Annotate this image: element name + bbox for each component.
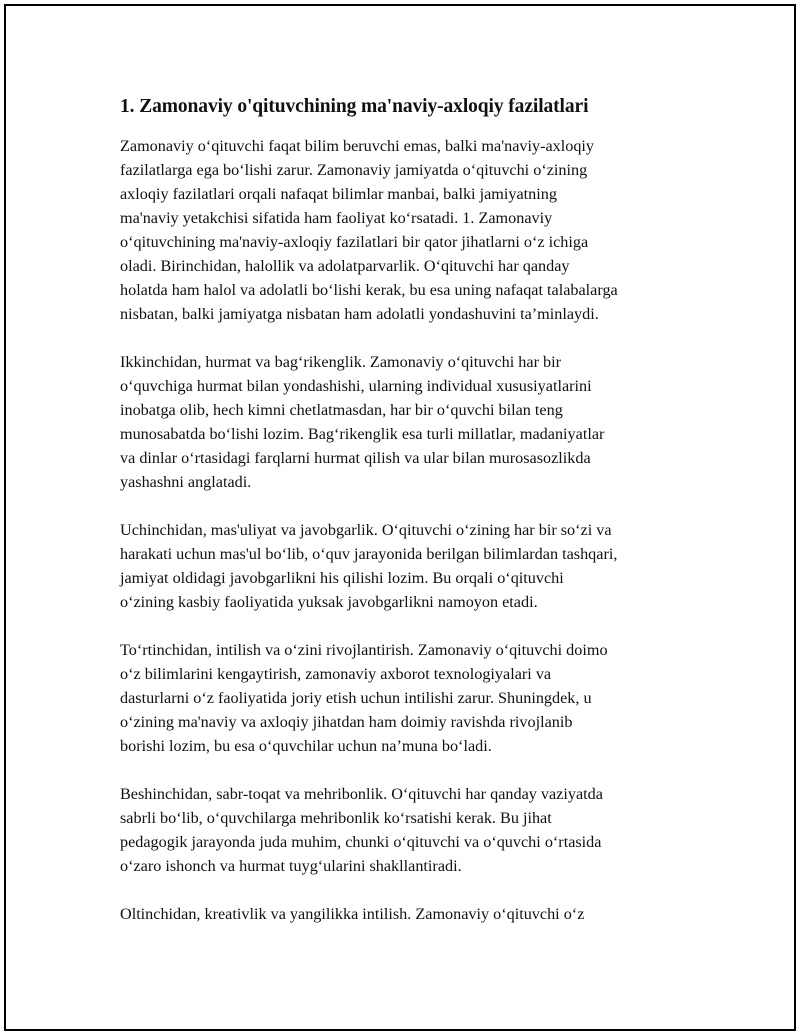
text-line: axloqiy fazilatlari orqali nafaqat bilimlar manbai, balki jamiyatning <box>120 185 557 203</box>
text-line: sabrli bo‘lib, o‘quvchilarga mehribonlik ko‘rsatishi kerak. Bu jihat <box>120 809 552 827</box>
text-line: dasturlarni o‘z faoliyatida joriy etish uchun intilishi zarur. Shuningdek, u <box>120 689 592 707</box>
text-line: borishi lozim, bu esa o‘quvchilar uchun na’muna bo‘ladi. <box>120 737 492 755</box>
text-line: inobatga olib, hech kimni chetlatmasdan, har bir o‘quvchi bilan teng <box>120 401 563 419</box>
text-line: harakati uchun mas'ul bo‘lib, o‘quv jarayonida berilgan bilimlardan tashqari, <box>120 545 618 563</box>
paragraph-introduction <box>120 134 710 326</box>
text-line: va dinlar o‘rtasidagi farqlarni hurmat qilish va ular bilan murosasozlikda <box>120 449 591 467</box>
text-line: jamiyat oldidagi javobgarlikni his qilishi lozim. Bu orqali o‘qituvchi <box>120 569 564 587</box>
text-line: ma'naviy yetakchisi sifatida ham faoliyat ko‘rsatadi. 1. Zamonaviy <box>120 209 553 227</box>
text-line: o‘zaro ishonch va hurmat tuyg‘ularini shakllantiradi. <box>120 857 462 875</box>
text-line: Zamonaviy o‘qituvchi faqat bilim beruvchi emas, balki ma'naviy-axloqiy <box>120 137 595 155</box>
text-line: To‘rtinchidan, intilish va o‘zini rivojlantirish. Zamonaviy o‘qituvchi doimo <box>120 641 608 659</box>
text-line: Beshinchidan, sabr-toqat va mehribonlik. O‘qituvchi har qanday vaziyatda <box>120 785 603 803</box>
text-line: Oltinchidan, kreativlik va yangilikka intilish. Zamonaviy o‘qituvchi o‘z <box>120 905 585 923</box>
section-heading: 1. Zamonaviy o'qituvchining ma'naviy-axloqiy fazilatlari <box>120 96 589 117</box>
text-line: o‘qituvchining ma'naviy-axloqiy fazilatlari bir qator jihatlarni o‘z ichiga <box>120 233 589 251</box>
text-line: holatda ham halol va adolatli bo‘lishi kerak, bu esa uning nafaqat talabalarga <box>120 281 618 299</box>
text-line: Uchinchidan, mas'uliyat va javobgarlik. O‘qituvchi o‘zining har bir so‘zi va <box>120 521 612 539</box>
paragraph-patience-kindness <box>120 782 710 878</box>
paragraph-creativity <box>120 902 710 926</box>
text-line: munosabatda bo‘lishi lozim. Bag‘rikenglik esa turli millatlar, madaniyatlar <box>120 425 605 443</box>
document-body <box>120 94 710 950</box>
text-line: fazilatlarga ega bo‘lishi zarur. Zamonaviy jamiyatda o‘qituvchi o‘zining <box>120 161 588 179</box>
text-line: Ikkinchidan, hurmat va bag‘rikenglik. Zamonaviy o‘qituvchi har bir <box>120 353 561 371</box>
paragraph-self-development <box>120 638 710 758</box>
text-line: o‘quvchiga hurmat bilan yondashishi, ularning individual xususiyatlarini <box>120 377 592 395</box>
text-line: oladi. Birinchidan, halollik va adolatparvarlik. O‘qituvchi har qanday <box>120 257 570 275</box>
text-line: o‘zining ma'naviy va axloqiy jihatdan ham doimiy ravishda rivojlanib <box>120 713 573 731</box>
text-line: o‘zining kasbiy faoliyatida yuksak javobgarlikni namoyon etadi. <box>120 593 538 611</box>
text-line: yashashni anglatadi. <box>120 473 252 491</box>
text-line: nisbatan, balki jamiyatga nisbatan ham adolatli yondashuvini ta’minlaydi. <box>120 305 599 323</box>
paragraph-respect-tolerance <box>120 350 710 494</box>
document-page <box>4 4 796 1031</box>
paragraph-responsibility <box>120 518 710 614</box>
text-line: o‘z bilimlarini kengaytirish, zamonaviy axborot texnologiyalari va <box>120 665 552 683</box>
text-line: pedagogik jarayonda juda muhim, chunki o‘qituvchi va o‘quvchi o‘rtasida <box>120 833 602 851</box>
